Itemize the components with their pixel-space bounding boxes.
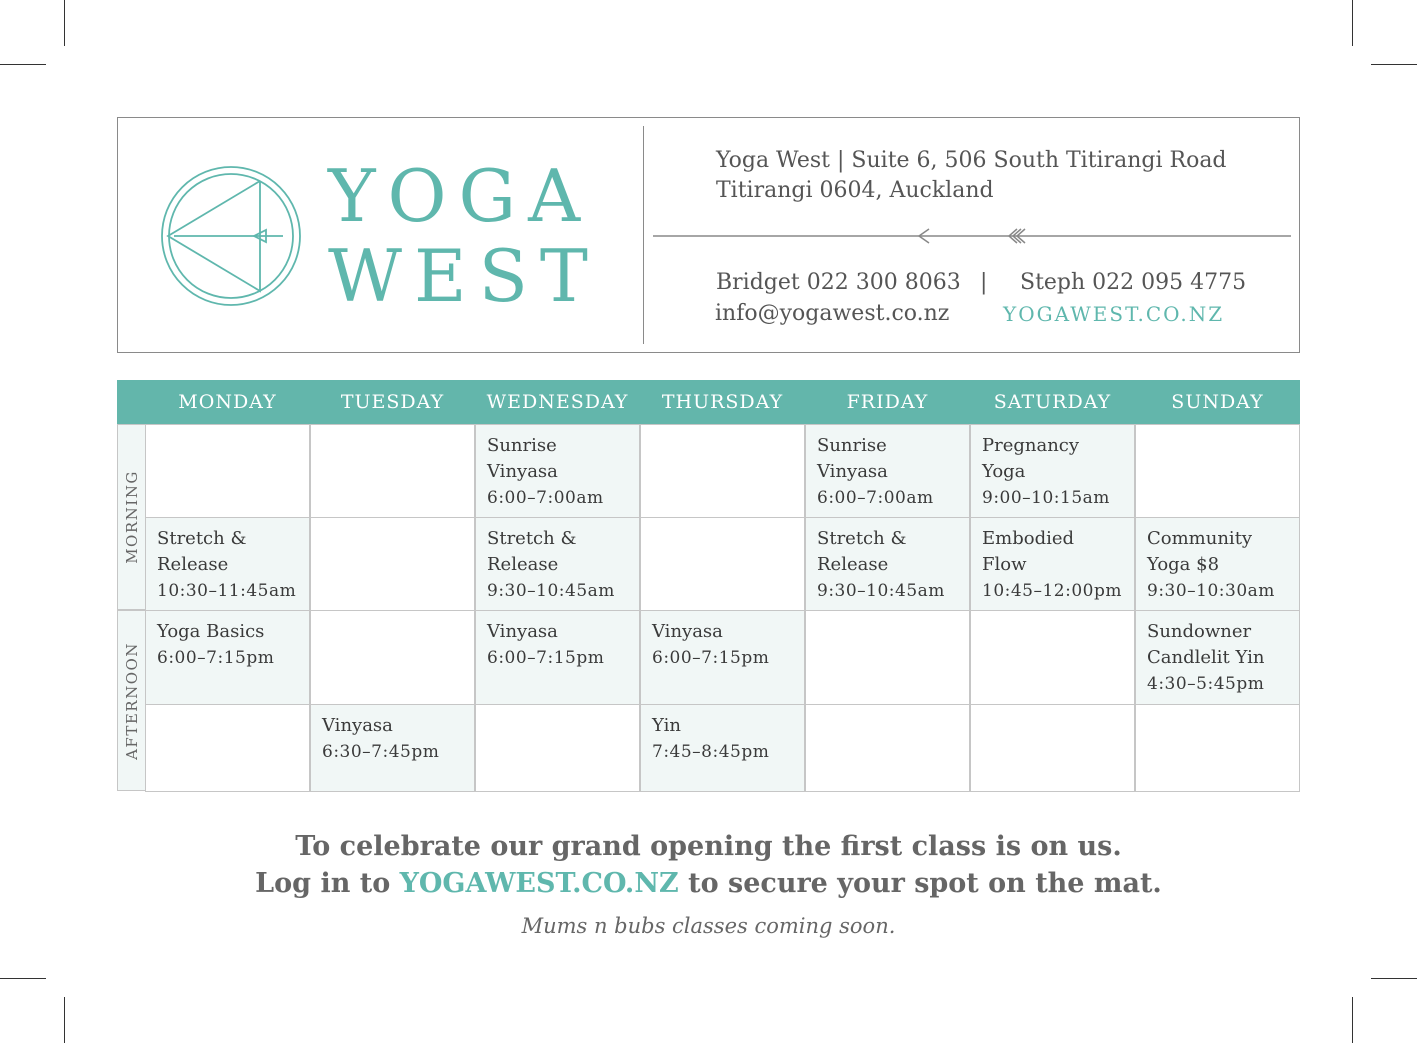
day-header-saturday: SATURDAY	[993, 391, 1112, 413]
crop-mark	[64, 997, 65, 1043]
period-label-morning	[117, 424, 146, 610]
phone-bridget: Bridget 022 300 8063	[716, 270, 961, 295]
brand-wordmark	[328, 156, 600, 316]
class-time: 6:00–7:00am	[817, 488, 934, 508]
class-name: Vinyasa	[322, 715, 393, 736]
class-slot[interactable]	[640, 610, 805, 705]
crop-mark	[1371, 64, 1417, 65]
empty-slot	[970, 704, 1135, 792]
class-time: 4:30–5:45pm	[1147, 674, 1265, 694]
website-link[interactable]: YOGAWEST.CO.NZ	[1003, 302, 1225, 326]
class-name: Sundowner	[1147, 621, 1252, 642]
crop-mark	[0, 978, 46, 979]
class-slot[interactable]	[970, 517, 1135, 611]
class-name: Release	[487, 554, 559, 575]
class-time: 9:00–10:15am	[982, 488, 1110, 508]
class-slot[interactable]	[145, 610, 310, 705]
crop-mark	[64, 0, 65, 46]
class-time: 6:00–7:15pm	[652, 648, 770, 668]
crop-mark	[1352, 997, 1353, 1043]
class-slot[interactable]	[310, 704, 475, 792]
class-name: Yin	[652, 715, 681, 736]
promo-website-link[interactable]: YOGAWEST.CO.NZ	[399, 868, 679, 899]
class-slot[interactable]	[1135, 517, 1300, 611]
day-header-friday: FRIDAY	[846, 391, 929, 413]
empty-slot	[475, 704, 640, 792]
class-slot[interactable]	[475, 424, 640, 518]
class-name: Vinyasa	[652, 621, 723, 642]
class-slot[interactable]	[805, 424, 970, 518]
class-slot[interactable]	[475, 610, 640, 705]
promo-text	[0, 828, 1417, 902]
empty-slot	[640, 517, 805, 611]
class-name: Stretch &	[157, 528, 247, 549]
arrow-divider-icon	[653, 226, 1291, 246]
empty-slot	[1135, 704, 1300, 792]
class-time: 10:30–11:45am	[157, 581, 297, 601]
class-name: Yoga Basics	[157, 621, 265, 642]
class-name: Sunrise	[817, 435, 887, 456]
day-header-wednesday: WEDNESDAY	[486, 391, 629, 413]
class-name: Release	[157, 554, 229, 575]
crop-mark	[1352, 0, 1353, 46]
divider	[643, 126, 644, 344]
empty-slot	[145, 704, 310, 792]
address-line-1: Yoga West | Suite 6, 506 South Titirangi Road	[716, 148, 1227, 173]
class-time: 6:00–7:15pm	[487, 648, 605, 668]
brand-line-2: WEST	[328, 234, 600, 318]
promo-line-2-pre: Log in to	[255, 868, 400, 899]
class-slot[interactable]	[805, 517, 970, 611]
empty-slot	[805, 610, 970, 705]
class-name: Sunrise	[487, 435, 557, 456]
day-header-sunday: SUNDAY	[1171, 391, 1264, 413]
class-name: Stretch &	[817, 528, 907, 549]
schedule-header	[117, 380, 1300, 424]
empty-slot	[805, 704, 970, 792]
class-name: Pregnancy	[982, 435, 1080, 456]
class-time: 10:45–12:00pm	[982, 581, 1122, 601]
class-time: 9:30–10:45am	[817, 581, 945, 601]
email-link[interactable]: info@yogawest.co.nz	[715, 301, 950, 326]
class-name: Community	[1147, 528, 1253, 549]
promo-line-2-post: to secure your spot on the mat.	[678, 868, 1162, 899]
promo-line-1: To celebrate our grand opening the first class is on us.	[295, 831, 1122, 862]
class-slot[interactable]	[1135, 610, 1300, 705]
day-header-thursday: THURSDAY	[661, 391, 784, 413]
class-name: Vinyasa	[487, 621, 558, 642]
period-label-afternoon	[117, 610, 146, 791]
day-header-monday: MONDAY	[178, 391, 277, 413]
crop-mark	[1371, 978, 1417, 979]
day-header-tuesday: TUESDAY	[340, 391, 445, 413]
class-time: 6:00–7:15pm	[157, 648, 275, 668]
class-time: 9:30–10:30am	[1147, 581, 1275, 601]
empty-slot	[310, 424, 475, 518]
empty-slot	[970, 610, 1135, 705]
class-name: Embodied	[982, 528, 1075, 549]
empty-slot	[310, 517, 475, 611]
class-time: 7:45–8:45pm	[652, 742, 770, 762]
logo-icon	[160, 165, 302, 307]
empty-slot	[145, 424, 310, 518]
header-box	[117, 117, 1300, 353]
crop-mark	[0, 64, 46, 65]
separator: |	[980, 270, 988, 295]
class-name: Candlelit Yin	[1147, 647, 1265, 668]
empty-slot	[1135, 424, 1300, 518]
class-name: Stretch &	[487, 528, 577, 549]
class-time: 9:30–10:45am	[487, 581, 615, 601]
class-slot[interactable]	[145, 517, 310, 611]
class-slot[interactable]	[970, 424, 1135, 518]
class-slot[interactable]	[475, 517, 640, 611]
phone-steph: Steph 022 095 4775	[1020, 270, 1247, 295]
address-line-2: Titirangi 0604, Auckland	[716, 178, 994, 203]
period-label-text: AFTERNOON	[122, 641, 141, 760]
class-name: Flow	[982, 554, 1027, 575]
class-time: 6:00–7:00am	[487, 488, 604, 508]
class-slot[interactable]	[640, 704, 805, 792]
period-label-text: MORNING	[122, 470, 141, 564]
class-name: Vinyasa	[487, 461, 558, 482]
class-time: 6:30–7:45pm	[322, 742, 440, 762]
empty-slot	[640, 424, 805, 518]
coming-soon-note: Mums n bubs classes coming soon.	[521, 914, 896, 938]
class-name: Vinyasa	[817, 461, 888, 482]
empty-slot	[310, 610, 475, 705]
class-name: Yoga $8	[1147, 554, 1220, 575]
brand-line-1: YOGA	[328, 154, 593, 238]
class-name: Yoga	[982, 461, 1026, 482]
class-name: Release	[817, 554, 889, 575]
